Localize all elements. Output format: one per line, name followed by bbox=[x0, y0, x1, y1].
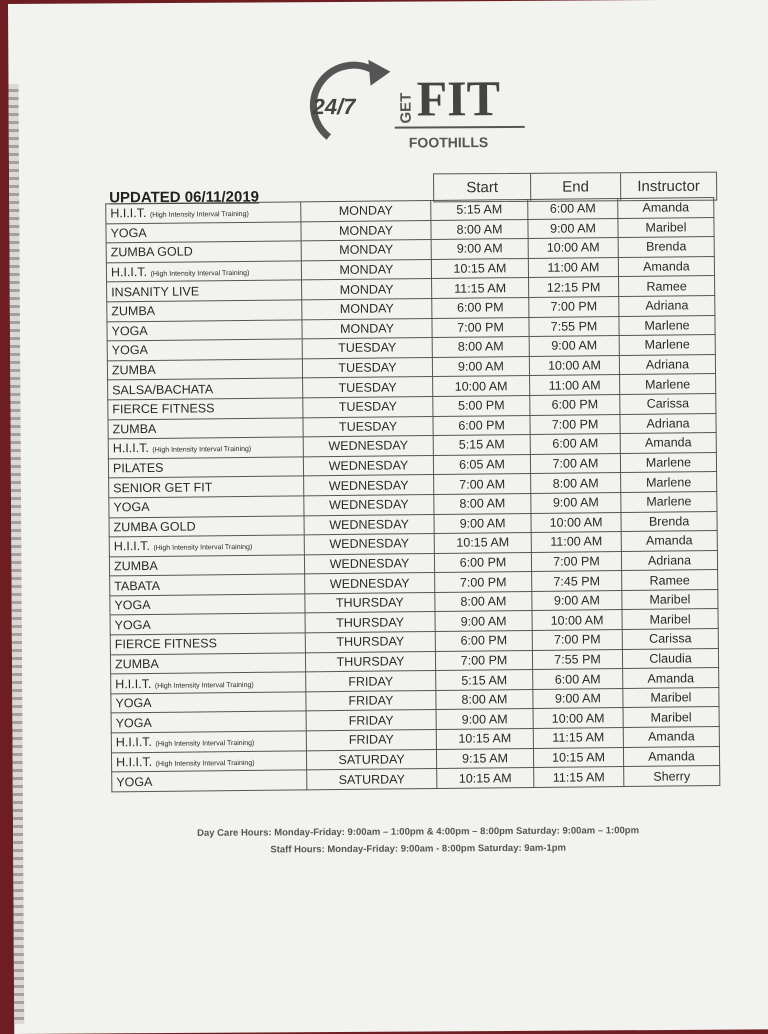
class-note: (High Intensity Interval Training) bbox=[152, 446, 252, 455]
start-time-cell: 9:00 AM bbox=[431, 239, 528, 260]
start-time-cell: 7:00 PM bbox=[432, 317, 529, 338]
start-time-cell: 5:15 AM bbox=[436, 670, 533, 691]
class-name: H.I.I.T. bbox=[110, 206, 147, 221]
end-time-cell: 7:00 PM bbox=[529, 297, 619, 318]
start-time-cell: 9:00 AM bbox=[435, 611, 532, 632]
class-cell bbox=[110, 613, 305, 635]
class-name: YOGA bbox=[111, 343, 148, 358]
end-time-cell: 10:00 AM bbox=[533, 708, 623, 729]
day-cell: THURSDAY bbox=[305, 612, 435, 633]
day-cell: WEDNESDAY bbox=[304, 475, 434, 496]
end-time-cell: 6:00 AM bbox=[533, 669, 623, 690]
class-name: H.I.I.T. bbox=[113, 539, 151, 554]
logo-graphic bbox=[298, 51, 529, 157]
end-time-cell: 10:00 AM bbox=[532, 610, 622, 631]
day-cell: MONDAY bbox=[301, 259, 431, 280]
instructor-cell: Marlene bbox=[619, 335, 715, 356]
class-cell bbox=[107, 280, 302, 302]
class-name: ZUMBA GOLD bbox=[113, 519, 196, 535]
instructor-cell: Marlene bbox=[620, 452, 716, 473]
end-time-cell: 11:15 AM bbox=[533, 728, 623, 749]
class-name: ZUMBA bbox=[111, 362, 156, 378]
class-name: FIERCE FITNESS bbox=[112, 401, 215, 417]
day-cell: WEDNESDAY bbox=[305, 573, 435, 594]
class-name: YOGA bbox=[110, 225, 147, 241]
start-time-cell: 8:00 AM bbox=[434, 493, 531, 514]
end-time-cell: 9:00 AM bbox=[531, 492, 621, 513]
day-cell: SATURDAY bbox=[306, 749, 436, 770]
class-name: H.I.I.T. bbox=[115, 754, 153, 770]
start-time-cell: 8:00 AM bbox=[436, 689, 533, 710]
start-time-cell: 6:05 AM bbox=[433, 454, 530, 475]
day-cell: FRIDAY bbox=[306, 690, 436, 711]
day-cell: FRIDAY bbox=[306, 730, 436, 751]
end-time-cell: 10:00 AM bbox=[529, 355, 619, 376]
instructor-cell: Maribel bbox=[622, 609, 718, 630]
start-time-cell: 8:00 AM bbox=[431, 219, 528, 240]
class-cell bbox=[111, 711, 306, 733]
instructor-cell: Adriana bbox=[621, 550, 717, 571]
start-time-cell: 10:15 AM bbox=[431, 258, 528, 279]
start-time-cell: 6:00 PM bbox=[434, 552, 531, 573]
day-cell: MONDAY bbox=[301, 220, 431, 241]
class-cell bbox=[106, 241, 301, 263]
header-start: Start bbox=[466, 179, 499, 197]
class-name: TABATA bbox=[114, 578, 161, 593]
class-cell bbox=[111, 692, 306, 714]
end-time-cell: 7:00 PM bbox=[532, 630, 622, 651]
class-note: (High Intensity Interval Training) bbox=[155, 759, 255, 768]
schedule-sheet bbox=[8, 0, 768, 1034]
class-cell bbox=[111, 750, 306, 772]
day-cell: WEDNESDAY bbox=[304, 494, 434, 515]
class-name: YOGA bbox=[111, 323, 148, 339]
class-name: ZUMBA bbox=[113, 558, 158, 574]
day-cell: MONDAY bbox=[302, 279, 432, 300]
class-cell bbox=[108, 417, 303, 439]
header-instructor: Instructor bbox=[620, 173, 716, 201]
instructor-cell: Brenda bbox=[618, 237, 714, 258]
gym-logo bbox=[298, 51, 529, 157]
class-cell bbox=[111, 672, 306, 694]
instructor-cell: Brenda bbox=[621, 511, 717, 532]
class-name: YOGA bbox=[116, 774, 153, 789]
hours-footer bbox=[113, 822, 723, 860]
start-time-cell: 10:00 AM bbox=[433, 376, 530, 397]
class-cell bbox=[110, 594, 305, 616]
day-cell: THURSDAY bbox=[305, 632, 435, 653]
staff-hours: Staff Hours: Monday-Friday: 9:00am - 8:00pm Saturday: 9am-1pm bbox=[270, 842, 567, 856]
class-cell bbox=[110, 633, 305, 655]
day-cell: TUESDAY bbox=[303, 377, 433, 398]
logo-fit-text: FIT bbox=[416, 69, 501, 127]
class-cell bbox=[112, 770, 307, 792]
class-name: ZUMBA bbox=[111, 304, 156, 319]
start-time-cell: 8:00 AM bbox=[432, 337, 529, 358]
start-time-cell: 6:00 PM bbox=[433, 415, 530, 436]
end-time-cell: 9:00 AM bbox=[529, 336, 619, 357]
instructor-cell: Amanda bbox=[621, 531, 717, 552]
instructor-cell: Adriana bbox=[619, 354, 715, 375]
instructor-cell: Marlene bbox=[619, 315, 715, 336]
day-cell: MONDAY bbox=[301, 240, 431, 261]
start-time-cell: 5:15 AM bbox=[431, 199, 528, 220]
class-cell bbox=[107, 359, 302, 381]
class-cell bbox=[109, 515, 304, 537]
start-time-cell: 9:00 AM bbox=[434, 513, 531, 534]
end-time-cell: 7:00 AM bbox=[530, 453, 620, 474]
day-cell: MONDAY bbox=[302, 298, 432, 319]
day-cell: WEDNESDAY bbox=[303, 436, 433, 457]
start-time-cell: 7:00 AM bbox=[434, 474, 531, 495]
instructor-cell: Amanda bbox=[623, 727, 719, 748]
instructor-cell: Amanda bbox=[623, 668, 719, 689]
end-time-cell: 8:00 AM bbox=[531, 473, 621, 494]
instructor-cell: Claudia bbox=[622, 648, 718, 669]
instructor-cell: Ramee bbox=[619, 276, 715, 297]
class-cell bbox=[109, 535, 304, 557]
class-cell bbox=[109, 496, 304, 518]
header-end: End bbox=[530, 173, 620, 201]
start-time-cell: 6:00 PM bbox=[435, 631, 532, 652]
logo-247-text: 24/7 bbox=[312, 93, 356, 120]
class-name: PILATES bbox=[112, 460, 164, 476]
class-cell bbox=[108, 398, 303, 420]
day-cell: WEDNESDAY bbox=[304, 514, 434, 535]
class-cell bbox=[110, 652, 305, 674]
class-cell bbox=[109, 476, 304, 498]
class-cell bbox=[107, 319, 302, 341]
start-time-cell: 5:00 PM bbox=[433, 395, 530, 416]
start-time-cell: 6:00 PM bbox=[432, 297, 529, 318]
end-time-cell: 12:15 PM bbox=[529, 277, 619, 298]
class-cell bbox=[106, 221, 301, 243]
class-cell bbox=[110, 574, 305, 596]
end-time-cell: 9:00 AM bbox=[532, 590, 622, 611]
class-name: SALSA/BACHATA bbox=[112, 381, 214, 397]
instructor-cell: Maribel bbox=[623, 707, 719, 728]
day-cell: FRIDAY bbox=[306, 671, 436, 692]
day-cell: TUESDAY bbox=[302, 338, 432, 359]
instructor-cell: Maribel bbox=[622, 589, 718, 610]
instructor-cell: Ramee bbox=[622, 570, 718, 591]
instructor-cell: Amanda bbox=[618, 198, 714, 219]
class-name: YOGA bbox=[113, 500, 150, 515]
class-cell bbox=[107, 300, 302, 322]
instructor-cell: Sherry bbox=[624, 766, 720, 787]
instructor-cell: Amanda bbox=[618, 256, 714, 277]
instructor-cell: Marlene bbox=[621, 472, 717, 493]
class-name: H.I.I.T. bbox=[115, 676, 152, 691]
sheet-protector-binding bbox=[8, 84, 24, 1024]
end-time-cell: 7:55 PM bbox=[529, 316, 619, 337]
schedule-body bbox=[106, 198, 720, 792]
day-cell: WEDNESDAY bbox=[304, 553, 434, 574]
class-name: H.I.I.T. bbox=[110, 265, 148, 280]
class-note: (High Intensity Interval Training) bbox=[149, 211, 249, 220]
day-cell: FRIDAY bbox=[306, 710, 436, 731]
end-time-cell: 10:00 AM bbox=[528, 238, 618, 259]
updated-date: UPDATED 06/11/2019 bbox=[109, 188, 260, 207]
daycare-hours: Day Care Hours: Monday-Friday: 9:00am – 1:00pm & 4:00pm – 8:00pm Saturday: 9:00am – 1:00pm bbox=[197, 825, 640, 839]
end-time-cell: 7:45 PM bbox=[532, 571, 622, 592]
instructor-cell: Amanda bbox=[623, 746, 719, 767]
logo-get-text: GET bbox=[397, 92, 415, 124]
class-name: YOGA bbox=[114, 617, 151, 633]
class-name: INSANITY LIVE bbox=[111, 284, 200, 300]
end-time-cell: 6:00 PM bbox=[530, 394, 620, 415]
day-cell: THURSDAY bbox=[305, 651, 435, 672]
end-time-cell: 6:00 AM bbox=[530, 434, 620, 455]
start-time-cell: 10:15 AM bbox=[436, 728, 533, 749]
class-cell bbox=[111, 731, 306, 753]
start-time-cell: 8:00 AM bbox=[435, 591, 532, 612]
start-time-cell: 9:00 AM bbox=[436, 709, 533, 730]
class-cell bbox=[107, 339, 302, 361]
class-name: YOGA bbox=[115, 715, 152, 731]
class-name: H.I.I.T. bbox=[112, 441, 149, 456]
end-time-cell: 7:00 PM bbox=[531, 551, 621, 572]
instructor-cell: Carissa bbox=[620, 393, 716, 414]
start-time-cell: 10:15 AM bbox=[437, 768, 534, 789]
day-cell: THURSDAY bbox=[305, 592, 435, 613]
class-cell bbox=[108, 437, 303, 459]
class-cell bbox=[108, 457, 303, 479]
start-time-cell: 10:15 AM bbox=[434, 533, 531, 554]
end-time-cell: 11:00 AM bbox=[530, 375, 620, 396]
logo-location-text: FOOTHILLS bbox=[408, 134, 489, 151]
day-cell: TUESDAY bbox=[303, 416, 433, 437]
end-time-cell: 7:55 PM bbox=[532, 649, 622, 670]
day-cell: MONDAY bbox=[302, 318, 432, 339]
end-time-cell: 11:15 AM bbox=[534, 767, 624, 788]
class-name: FIERCE FITNESS bbox=[114, 636, 218, 652]
class-name: ZUMBA bbox=[112, 421, 157, 437]
day-cell: WEDNESDAY bbox=[304, 534, 434, 555]
start-time-cell: 11:15 AM bbox=[432, 278, 529, 299]
start-time-cell: 5:15 AM bbox=[433, 435, 530, 456]
class-name: ZUMBA bbox=[114, 656, 159, 672]
class-cell bbox=[106, 261, 301, 283]
end-time-cell: 11:00 AM bbox=[531, 532, 621, 553]
start-time-cell: 9:00 AM bbox=[432, 356, 529, 377]
class-note: (High Intensity Interval Training) bbox=[150, 269, 250, 279]
instructor-cell: Carissa bbox=[622, 629, 718, 650]
instructor-cell: Maribel bbox=[618, 217, 714, 238]
class-note: (High Intensity Interval Training) bbox=[154, 681, 254, 690]
class-name: YOGA bbox=[115, 696, 152, 711]
class-note: (High Intensity Interval Training) bbox=[155, 740, 255, 749]
end-time-cell: 11:00 AM bbox=[528, 257, 618, 278]
class-schedule-table bbox=[105, 197, 720, 792]
day-cell: MONDAY bbox=[301, 201, 431, 222]
class-cell bbox=[108, 378, 303, 400]
instructor-cell: Amanda bbox=[620, 433, 716, 454]
end-time-cell: 7:00 PM bbox=[530, 414, 620, 435]
start-time-cell: 7:00 PM bbox=[435, 572, 532, 593]
end-time-cell: 6:00 AM bbox=[528, 199, 618, 220]
end-time-cell: 10:15 AM bbox=[533, 747, 623, 768]
end-time-cell: 9:00 AM bbox=[533, 688, 623, 709]
instructor-cell: Adriana bbox=[620, 413, 716, 434]
class-name: SENIOR GET FIT bbox=[113, 479, 213, 495]
class-cell bbox=[109, 555, 304, 577]
class-name: ZUMBA GOLD bbox=[110, 244, 193, 260]
day-cell: TUESDAY bbox=[302, 357, 432, 378]
start-time-cell: 7:00 PM bbox=[435, 650, 532, 671]
day-cell: SATURDAY bbox=[307, 769, 437, 790]
day-cell: WEDNESDAY bbox=[303, 455, 433, 476]
instructor-cell: Adriana bbox=[619, 296, 715, 317]
end-time-cell: 10:00 AM bbox=[531, 512, 621, 533]
instructor-cell: Marlene bbox=[620, 374, 716, 395]
instructor-cell: Marlene bbox=[621, 491, 717, 512]
instructor-cell: Maribel bbox=[623, 687, 719, 708]
day-cell: TUESDAY bbox=[303, 396, 433, 417]
class-name: YOGA bbox=[114, 598, 151, 613]
class-note: (High Intensity Interval Training) bbox=[153, 544, 253, 553]
start-time-cell: 9:15 AM bbox=[436, 748, 533, 769]
end-time-cell: 9:00 AM bbox=[528, 218, 618, 239]
class-cell bbox=[106, 202, 301, 224]
class-name: H.I.I.T. bbox=[115, 735, 153, 750]
